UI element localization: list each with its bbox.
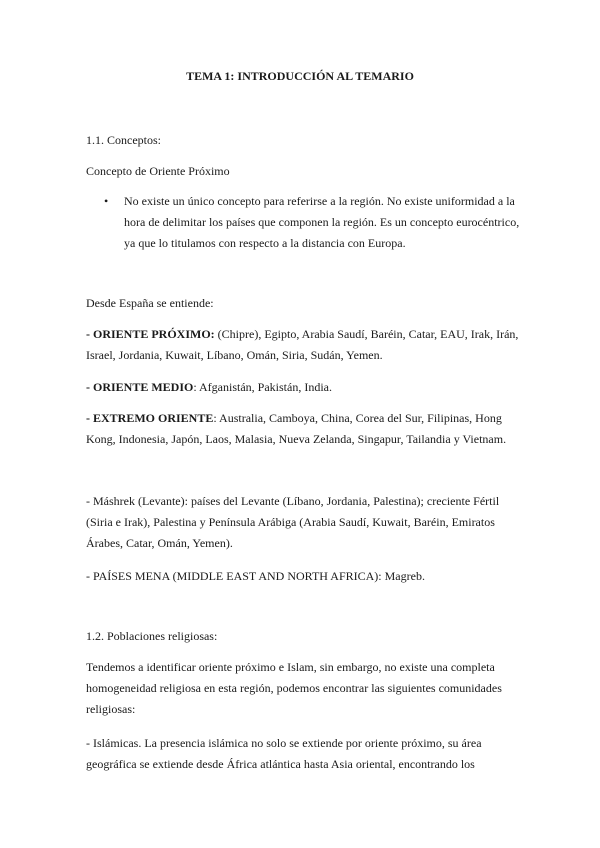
mashrek-paragraph: - Máshrek (Levante): países del Levante (Líbano, Jordania, Palestina); creciente Fértil (Siria e Irak), Palestina y Península Arábiga (Arabia Saudí, Kuwait, Baréin, Emiratos Árabes, Catar, Omán, Yemen). <box>86 494 500 550</box>
bullet-text: No existe un único concepto para referirse a la región. No existe uniformidad a la hora de delimitar los países que componen la región. Es un concepto eurocéntrico, ya que lo titulamos con respecto a la distancia con Europa. <box>124 194 520 250</box>
oriente-medio-label: - ORIENTE MEDIO <box>86 380 194 394</box>
bullet-icon: • <box>104 194 109 208</box>
religion-intro-paragraph: Tendemos a identificar oriente próximo e Islam, sin embargo, no existe una completa homogeneidad religiosa en esta región, podemos encontrar las siguientes comunidades religiosas: <box>86 660 502 716</box>
spain-intro: Desde España se entiende: <box>86 296 214 310</box>
oriente-proximo-label: - ORIENTE PRÓXIMO: <box>86 327 215 341</box>
extremo-oriente-text: : Australia, Camboya, China, Corea del Sur, Filipinas, Hong Kong, Indonesia, Japón, Laos, Malasia, Nueva Zelanda, Singapur, Tailandia y Vietnam. <box>86 411 507 446</box>
extremo-oriente-label: - EXTREMO ORIENTE <box>86 411 214 425</box>
oriente-medio-text: : Afganistán, Pakistán, India. <box>193 380 332 394</box>
oriente-proximo-text: (Chipre), Egipto, Arabia Saudí, Baréin, Catar, EAU, Irak, Irán, Israel, Jordania, Kuwait, Líbano, Omán, Siria, Sudán, Yemen. <box>86 327 519 362</box>
section-heading-conceptos: 1.1. Conceptos: <box>86 133 161 147</box>
islamicas-paragraph: - Islámicas. La presencia islámica no solo se extiende por oriente próximo, su área geográfica se extiende desde África atlántica hasta Asia oriental, encontrando los <box>86 736 482 771</box>
extremo-oriente-paragraph <box>86 408 526 450</box>
oriente-proximo-paragraph <box>86 324 526 366</box>
mena-paragraph: - PAÍSES MENA (MIDDLE EAST AND NORTH AFRICA): Magreb. <box>86 569 425 583</box>
oriente-medio-paragraph <box>86 377 526 398</box>
section-heading-poblaciones: 1.2. Poblaciones religiosas: <box>86 629 218 643</box>
subsection-heading-oriente-proximo: Concepto de Oriente Próximo <box>86 164 230 178</box>
document-title: TEMA 1: INTRODUCCIÓN AL TEMARIO <box>186 69 414 83</box>
